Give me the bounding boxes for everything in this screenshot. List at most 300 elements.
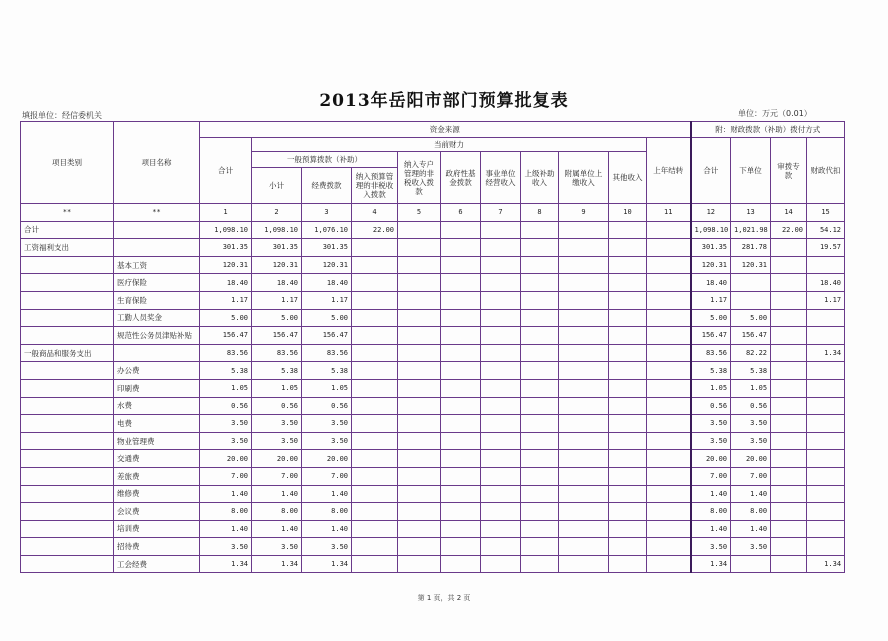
cell-amount <box>771 415 807 433</box>
cell-empty <box>398 256 441 274</box>
cell-empty <box>441 432 481 450</box>
cell-empty <box>647 379 691 397</box>
index-cell: 11 <box>647 204 691 222</box>
cell-empty <box>441 555 481 573</box>
cell-amount: 18.40 <box>200 274 252 292</box>
cell-amount <box>771 520 807 538</box>
cell-amount: 5.00 <box>200 309 252 327</box>
cell-amount: 20.00 <box>731 450 771 468</box>
cell-amount: 1.40 <box>200 485 252 503</box>
cell-empty <box>441 520 481 538</box>
cell-amount <box>807 432 845 450</box>
cell-item-name: 物业管理费 <box>114 432 200 450</box>
cell-category <box>21 432 114 450</box>
header-payment-method: 附：财政拨款（补助）拨付方式 <box>691 122 845 138</box>
cell-item-name: 生育保险 <box>114 291 200 309</box>
cell-amount: 22.00 <box>771 221 807 239</box>
cell-empty <box>441 344 481 362</box>
cell-amount <box>771 467 807 485</box>
cell-amount: 301.35 <box>302 239 352 257</box>
cell-amount <box>771 379 807 397</box>
cell-empty <box>609 221 647 239</box>
cell-empty <box>481 503 521 521</box>
cell-amount: 7.00 <box>252 467 302 485</box>
cell-empty <box>559 327 609 345</box>
cell-amount: 1.05 <box>731 379 771 397</box>
cell-amount: 20.00 <box>691 450 731 468</box>
cell-empty <box>481 362 521 380</box>
cell-amount: 1.34 <box>200 555 252 573</box>
cell-amount: 3.50 <box>200 538 252 556</box>
index-cell: 5 <box>398 204 441 222</box>
header-category: 项目类别 <box>21 122 114 204</box>
table-row <box>21 415 845 433</box>
cell-empty <box>481 239 521 257</box>
cell-empty <box>398 467 441 485</box>
cell-amount <box>352 503 398 521</box>
cell-empty <box>647 291 691 309</box>
header-funding-source: 资金来源 <box>200 122 691 138</box>
cell-empty <box>441 467 481 485</box>
index-cell: 15 <box>807 204 845 222</box>
cell-amount: 5.00 <box>252 309 302 327</box>
cell-amount: 5.38 <box>252 362 302 380</box>
cell-empty <box>609 379 647 397</box>
cell-amount: 156.47 <box>200 327 252 345</box>
cell-amount: 3.50 <box>200 415 252 433</box>
cell-amount <box>352 520 398 538</box>
cell-amount <box>352 450 398 468</box>
cell-amount: 18.40 <box>691 274 731 292</box>
header-operating-appropriation: 经费拨款 <box>302 168 352 204</box>
cell-amount <box>807 503 845 521</box>
cell-amount: 20.00 <box>200 450 252 468</box>
cell-amount <box>771 309 807 327</box>
cell-empty <box>647 450 691 468</box>
cell-amount: 5.00 <box>731 309 771 327</box>
cell-amount: 301.35 <box>200 239 252 257</box>
cell-amount: 1,098.10 <box>252 221 302 239</box>
cell-empty <box>647 485 691 503</box>
cell-amount: 83.56 <box>252 344 302 362</box>
cell-amount <box>352 362 398 380</box>
reporting-unit: 填报单位：经信委机关 <box>22 111 102 120</box>
cell-empty <box>441 397 481 415</box>
index-cell: 7 <box>481 204 521 222</box>
cell-amount: 1,076.10 <box>302 221 352 239</box>
cell-empty <box>398 432 441 450</box>
cell-amount: 301.35 <box>691 239 731 257</box>
cell-amount: 83.56 <box>302 344 352 362</box>
cell-empty <box>559 344 609 362</box>
cell-item-name <box>114 239 200 257</box>
header-carryover: 上年结转 <box>647 138 691 204</box>
cell-empty <box>521 503 559 521</box>
cell-empty <box>481 344 521 362</box>
cell-item-name: 工勤人员奖金 <box>114 309 200 327</box>
cell-empty <box>481 274 521 292</box>
cell-empty <box>521 467 559 485</box>
cell-category <box>21 362 114 380</box>
cell-category <box>21 397 114 415</box>
cell-empty <box>609 485 647 503</box>
cell-empty <box>398 239 441 257</box>
cell-amount: 1.05 <box>200 379 252 397</box>
cell-amount <box>352 256 398 274</box>
cell-category <box>21 327 114 345</box>
index-cell: 14 <box>771 204 807 222</box>
cell-empty <box>559 221 609 239</box>
cell-category <box>21 485 114 503</box>
cell-empty <box>481 538 521 556</box>
cell-empty <box>398 450 441 468</box>
cell-empty <box>609 274 647 292</box>
index-cell: 8 <box>521 204 559 222</box>
cell-empty <box>481 379 521 397</box>
table-row <box>21 274 845 292</box>
cell-category <box>21 256 114 274</box>
cell-item-name: 电费 <box>114 415 200 433</box>
cell-amount <box>352 538 398 556</box>
index-cell: 10 <box>609 204 647 222</box>
index-cell: 9 <box>559 204 609 222</box>
cell-amount: 18.40 <box>252 274 302 292</box>
cell-amount: 3.50 <box>252 415 302 433</box>
cell-empty <box>481 520 521 538</box>
cell-amount: 1.40 <box>302 520 352 538</box>
cell-empty <box>647 256 691 274</box>
cell-amount: 19.57 <box>807 239 845 257</box>
cell-item-name: 印刷费 <box>114 379 200 397</box>
cell-empty <box>647 415 691 433</box>
cell-amount: 3.50 <box>691 415 731 433</box>
cell-empty <box>481 555 521 573</box>
cell-empty <box>609 291 647 309</box>
header-pay-total: 合计 <box>691 138 731 204</box>
cell-empty <box>521 291 559 309</box>
cell-amount: 1.40 <box>691 520 731 538</box>
cell-amount <box>352 239 398 257</box>
cell-empty <box>609 256 647 274</box>
index-cell: ** <box>114 204 200 222</box>
cell-empty <box>521 538 559 556</box>
cell-amount: 1.40 <box>731 485 771 503</box>
cell-empty <box>559 503 609 521</box>
cell-amount <box>771 485 807 503</box>
cell-amount: 1.34 <box>807 555 845 573</box>
header-pay-agent: 财政代扣 <box>807 138 845 204</box>
cell-item-name: 差旅费 <box>114 467 200 485</box>
cell-amount <box>352 379 398 397</box>
cell-empty <box>521 274 559 292</box>
cell-amount: 1,021.98 <box>731 221 771 239</box>
cell-item-name: 工会经费 <box>114 555 200 573</box>
cell-empty <box>559 239 609 257</box>
cell-amount: 3.50 <box>731 415 771 433</box>
cell-amount <box>731 555 771 573</box>
cell-amount <box>352 327 398 345</box>
page-number: 第 1 页，共 2 页 <box>417 594 471 602</box>
cell-empty <box>647 397 691 415</box>
cell-empty <box>441 327 481 345</box>
cell-empty <box>521 520 559 538</box>
cell-empty <box>521 327 559 345</box>
cell-empty <box>609 327 647 345</box>
table-row <box>21 503 845 521</box>
cell-empty <box>398 309 441 327</box>
cell-amount: 120.31 <box>302 256 352 274</box>
cell-amount: 1.17 <box>252 291 302 309</box>
cell-empty <box>521 450 559 468</box>
cell-empty <box>481 397 521 415</box>
header-affiliated-income: 附属单位上缴收入 <box>559 152 609 204</box>
cell-amount: 1.05 <box>302 379 352 397</box>
cell-amount: 5.38 <box>731 362 771 380</box>
cell-amount: 1.17 <box>807 291 845 309</box>
cell-amount <box>771 327 807 345</box>
cell-empty <box>647 432 691 450</box>
cell-empty <box>559 555 609 573</box>
cell-empty <box>481 450 521 468</box>
cell-category <box>21 520 114 538</box>
cell-empty <box>521 344 559 362</box>
cell-item-name: 水费 <box>114 397 200 415</box>
cell-amount: 5.00 <box>691 309 731 327</box>
index-cell: 1 <box>200 204 252 222</box>
cell-category <box>21 379 114 397</box>
table-row <box>21 397 845 415</box>
cell-empty <box>481 221 521 239</box>
cell-category: 一般商品和服务支出 <box>21 344 114 362</box>
cell-empty <box>441 274 481 292</box>
cell-empty <box>559 415 609 433</box>
cell-amount <box>807 256 845 274</box>
cell-amount <box>352 432 398 450</box>
cell-empty <box>559 291 609 309</box>
cell-empty <box>609 415 647 433</box>
cell-item-name: 会议费 <box>114 503 200 521</box>
cell-amount: 1.17 <box>691 291 731 309</box>
cell-empty <box>647 503 691 521</box>
cell-empty <box>559 362 609 380</box>
cell-amount <box>771 432 807 450</box>
cell-amount: 18.40 <box>807 274 845 292</box>
cell-amount: 1.17 <box>200 291 252 309</box>
cell-empty <box>647 555 691 573</box>
cell-amount: 22.00 <box>352 221 398 239</box>
cell-amount: 8.00 <box>731 503 771 521</box>
cell-category <box>21 538 114 556</box>
cell-item-name: 基本工资 <box>114 256 200 274</box>
table-row <box>21 327 845 345</box>
cell-amount: 8.00 <box>200 503 252 521</box>
cell-category <box>21 415 114 433</box>
index-cell: ** <box>21 204 114 222</box>
cell-empty <box>559 450 609 468</box>
table-row <box>21 256 845 274</box>
cell-amount: 3.50 <box>731 432 771 450</box>
cell-empty <box>398 221 441 239</box>
cell-amount: 8.00 <box>252 503 302 521</box>
cell-empty <box>398 344 441 362</box>
cell-amount: 156.47 <box>691 327 731 345</box>
cell-amount <box>807 450 845 468</box>
header-pay-audit: 审拨专款 <box>771 138 807 204</box>
cell-amount: 1.40 <box>302 485 352 503</box>
cell-empty <box>441 415 481 433</box>
cell-empty <box>398 362 441 380</box>
cell-empty <box>559 485 609 503</box>
cell-empty <box>559 274 609 292</box>
cell-amount <box>771 503 807 521</box>
cell-empty <box>521 221 559 239</box>
cell-empty <box>398 327 441 345</box>
cell-amount: 8.00 <box>691 503 731 521</box>
cell-category <box>21 450 114 468</box>
cell-empty <box>647 309 691 327</box>
cell-amount <box>807 327 845 345</box>
cell-empty <box>559 538 609 556</box>
cell-amount <box>352 344 398 362</box>
cell-amount: 281.78 <box>731 239 771 257</box>
cell-empty <box>609 520 647 538</box>
table-row <box>21 291 845 309</box>
cell-empty <box>481 309 521 327</box>
cell-empty <box>609 555 647 573</box>
cell-amount: 0.56 <box>200 397 252 415</box>
cell-empty <box>559 256 609 274</box>
cell-amount: 8.00 <box>302 503 352 521</box>
cell-empty <box>521 555 559 573</box>
header-total: 合计 <box>200 138 252 204</box>
cell-category <box>21 555 114 573</box>
cell-empty <box>441 239 481 257</box>
cell-amount: 0.56 <box>731 397 771 415</box>
cell-empty <box>398 379 441 397</box>
cell-amount: 20.00 <box>302 450 352 468</box>
cell-amount <box>807 309 845 327</box>
cell-amount: 0.56 <box>252 397 302 415</box>
cell-empty <box>521 485 559 503</box>
cell-empty <box>521 309 559 327</box>
cell-category <box>21 467 114 485</box>
cell-item-name: 维修费 <box>114 485 200 503</box>
index-cell: 6 <box>441 204 481 222</box>
cell-empty <box>441 309 481 327</box>
cell-empty <box>481 291 521 309</box>
cell-empty <box>609 538 647 556</box>
cell-amount <box>352 291 398 309</box>
cell-item-name <box>114 221 200 239</box>
cell-amount: 54.12 <box>807 221 845 239</box>
cell-amount <box>771 239 807 257</box>
cell-amount <box>352 555 398 573</box>
cell-amount <box>807 415 845 433</box>
table-row <box>21 239 845 257</box>
cell-amount <box>807 538 845 556</box>
header-non-tax-budget: 纳入预算管理的非税收入拨款 <box>352 168 398 204</box>
cell-empty <box>521 362 559 380</box>
cell-empty <box>559 520 609 538</box>
cell-empty <box>441 256 481 274</box>
cell-category <box>21 503 114 521</box>
cell-amount <box>352 467 398 485</box>
cell-empty <box>647 520 691 538</box>
index-cell: 2 <box>252 204 302 222</box>
cell-empty <box>559 379 609 397</box>
cell-empty <box>481 256 521 274</box>
cell-empty <box>647 344 691 362</box>
cell-empty <box>559 397 609 415</box>
cell-amount <box>807 485 845 503</box>
cell-empty <box>609 467 647 485</box>
cell-amount <box>771 397 807 415</box>
table-row <box>21 344 845 362</box>
header-current-finance: 当前财力 <box>252 138 647 152</box>
money-unit: 单位：万元（0.01） <box>738 109 812 118</box>
cell-amount <box>771 538 807 556</box>
cell-empty <box>441 450 481 468</box>
cell-empty <box>609 432 647 450</box>
table-row <box>21 485 845 503</box>
cell-amount <box>771 291 807 309</box>
header-general-budget: 一般预算拨款（补助） <box>252 152 398 168</box>
cell-amount: 156.47 <box>302 327 352 345</box>
cell-category <box>21 274 114 292</box>
cell-amount <box>731 274 771 292</box>
cell-amount: 1.34 <box>807 344 845 362</box>
cell-empty <box>609 239 647 257</box>
cell-amount: 18.40 <box>302 274 352 292</box>
cell-empty <box>521 432 559 450</box>
cell-amount: 3.50 <box>302 432 352 450</box>
cell-amount <box>352 485 398 503</box>
cell-amount: 5.38 <box>691 362 731 380</box>
cell-category <box>21 309 114 327</box>
cell-amount: 120.31 <box>731 256 771 274</box>
index-cell: 4 <box>352 204 398 222</box>
cell-empty <box>521 415 559 433</box>
cell-amount: 5.00 <box>302 309 352 327</box>
table-row <box>21 362 845 380</box>
header-pay-unit: 下单位 <box>731 138 771 204</box>
cell-amount: 1,098.10 <box>691 221 731 239</box>
cell-empty <box>441 291 481 309</box>
cell-amount: 3.50 <box>691 538 731 556</box>
table-row <box>21 538 845 556</box>
cell-item-name: 规范性公务员津贴补贴 <box>114 327 200 345</box>
cell-amount <box>807 397 845 415</box>
cell-amount: 83.56 <box>691 344 731 362</box>
table-row <box>21 432 845 450</box>
cell-amount <box>771 362 807 380</box>
table-row <box>21 555 845 573</box>
cell-empty <box>441 503 481 521</box>
cell-amount <box>731 291 771 309</box>
header-other-income: 其他收入 <box>609 152 647 204</box>
cell-amount: 156.47 <box>252 327 302 345</box>
cell-empty <box>481 327 521 345</box>
cell-amount: 7.00 <box>302 467 352 485</box>
table-row <box>21 309 845 327</box>
cell-amount: 301.35 <box>252 239 302 257</box>
cell-amount <box>352 309 398 327</box>
cell-amount <box>352 274 398 292</box>
cell-amount: 0.56 <box>302 397 352 415</box>
budget-table <box>20 121 845 573</box>
cell-empty <box>441 362 481 380</box>
cell-empty <box>441 221 481 239</box>
